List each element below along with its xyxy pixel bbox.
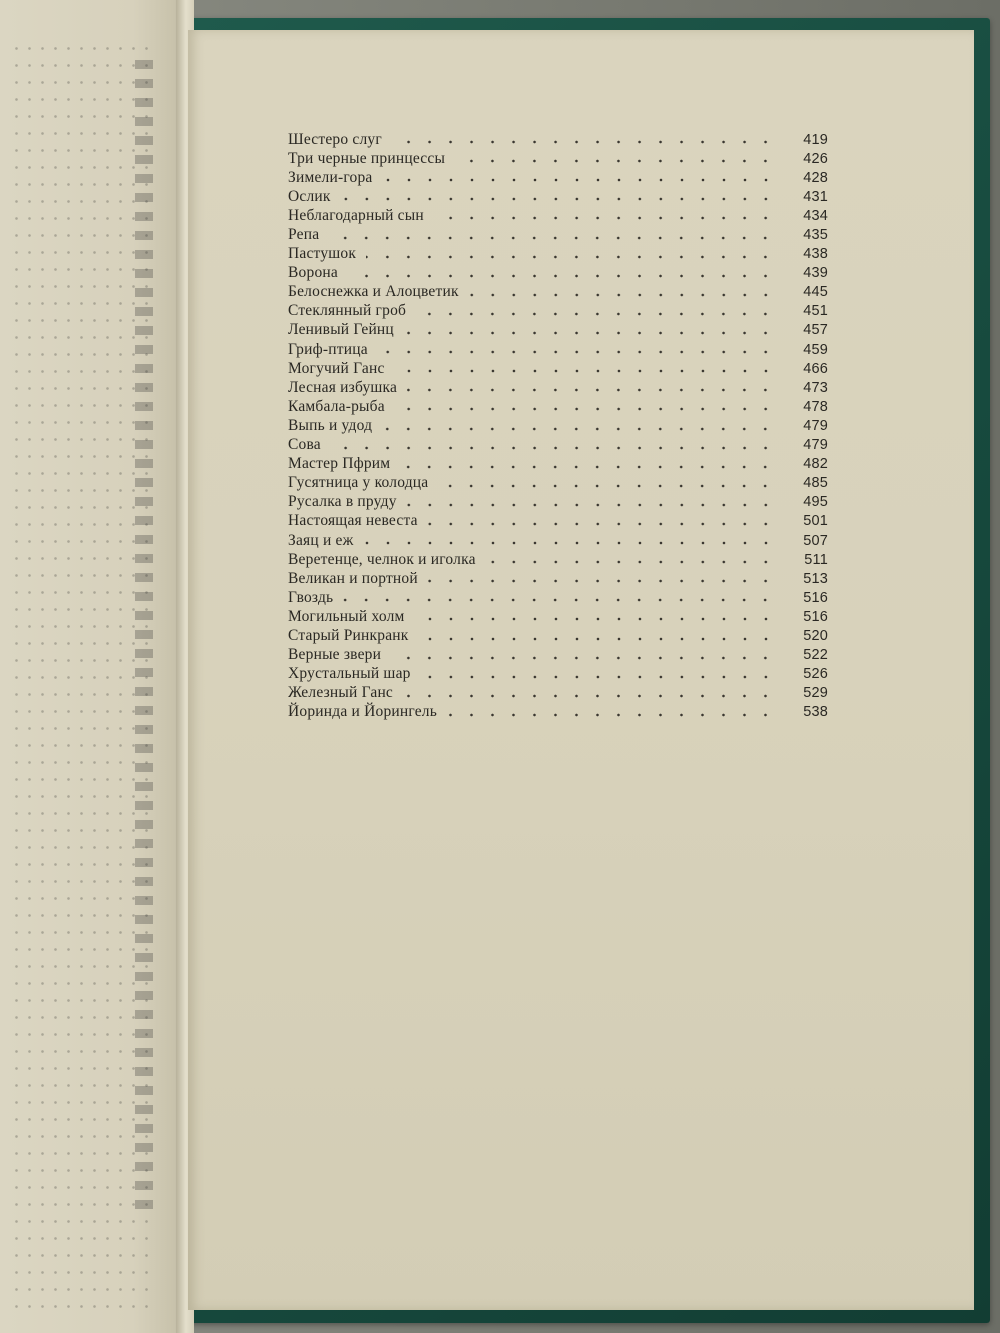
toc-dot-leader [421, 675, 776, 679]
toc-entry [288, 206, 828, 225]
toc-dot-leader [469, 293, 776, 297]
toc-entry [288, 264, 828, 283]
toc-entry-page-number: 428 [803, 169, 828, 186]
toc-entry-title: Гвоздь [288, 588, 334, 606]
toc-dot-leader [331, 446, 776, 450]
toc-entry-title: Сова [288, 436, 321, 454]
toc-dot-leader [400, 465, 776, 469]
toc-entry [288, 416, 828, 435]
toc-dot-leader [428, 579, 776, 583]
toc-entry-page-number: 507 [803, 532, 828, 549]
toc-dot-leader [407, 388, 776, 392]
toc-entry [288, 187, 828, 206]
toc-entry [288, 378, 828, 397]
toc-dot-leader [382, 427, 776, 431]
toc-entry-title: Настоящая невеста [288, 512, 418, 530]
toc-entry [288, 588, 828, 607]
toc-dot-leader [329, 236, 776, 240]
toc-entry [288, 340, 828, 359]
toc-entry-page-number: 439 [803, 265, 828, 282]
toc-entry-page-number: 495 [803, 494, 828, 511]
toc-entry-page-number: 459 [803, 341, 828, 358]
toc-entry-page-number: 419 [803, 131, 828, 148]
toc-entry [288, 149, 828, 168]
toc-entry-title: Неблагодарный сын [288, 206, 424, 224]
toc-entry-page-number: 445 [803, 284, 828, 301]
toc-dot-leader [403, 694, 776, 698]
toc-dot-leader [404, 331, 776, 335]
toc-entry [288, 474, 828, 493]
toc-entry-page-number: 485 [803, 475, 828, 492]
toc-entry-page-number: 479 [803, 437, 828, 454]
left-page-page-numbers [135, 60, 153, 1210]
toc-entry [288, 283, 828, 302]
toc-entry-title: Стеклянный гроб [288, 302, 407, 320]
toc-entry-title: Пастушок [288, 245, 357, 263]
toc-entry-page-number: 516 [803, 608, 828, 625]
toc-entry [288, 626, 828, 645]
toc-dot-leader [415, 617, 776, 621]
toc-dot-leader [383, 178, 777, 182]
toc-entry-title: Выпь и удод [288, 416, 373, 434]
toc-entry [288, 569, 828, 588]
toc-dot-leader [341, 197, 776, 201]
toc-entry-title: Ослик [288, 187, 331, 205]
toc-dot-leader [455, 159, 776, 163]
toc-dot-leader [447, 713, 776, 717]
toc-entry [288, 646, 828, 665]
toc-entry [288, 436, 828, 455]
toc-entry-page-number: 529 [803, 685, 828, 702]
toc-entry-page-number: 526 [803, 666, 828, 683]
toc-entry-title: Русалка в пруду [288, 493, 397, 511]
toc-entry-title: Ворона [288, 264, 338, 282]
toc-dot-leader [392, 140, 776, 144]
toc-dot-leader [395, 369, 776, 373]
toc-entry-page-number: 431 [803, 188, 828, 205]
toc-entry-title: Верные звери [288, 646, 382, 664]
toc-dot-leader [395, 407, 776, 411]
toc-entry [288, 703, 828, 722]
toc-entry-title: Гриф-птица [288, 340, 368, 358]
toc-entry-title: Ленивый Гейнц [288, 321, 394, 339]
toc-dot-leader [391, 656, 776, 660]
toc-entry-page-number: 435 [803, 227, 828, 244]
toc-entry [288, 359, 828, 378]
toc-entry [288, 512, 828, 531]
toc-entry-title: Репа [288, 226, 320, 244]
toc-entry-page-number: 478 [803, 398, 828, 415]
toc-entry-page-number: 479 [803, 417, 828, 434]
toc-entry-page-number: 522 [803, 647, 828, 664]
toc-dot-leader [364, 541, 776, 545]
toc-entry-page-number: 426 [803, 150, 828, 167]
toc-dot-leader [407, 503, 776, 507]
toc-entry [288, 245, 828, 264]
toc-entry [288, 550, 828, 569]
toc-dot-leader [343, 598, 776, 602]
toc-entry-page-number: 516 [803, 589, 828, 606]
toc-entry [288, 455, 828, 474]
toc-entry-page-number: 513 [803, 570, 828, 587]
toc-entry [288, 302, 828, 321]
toc-entry [288, 665, 828, 684]
toc-entry-page-number: 473 [803, 379, 828, 396]
toc-entry-title: Три черные принцессы [288, 149, 446, 167]
toc-entry-title: Железный Ганс [288, 684, 394, 702]
toc-entry-page-number: 520 [803, 627, 828, 644]
toc-entry-title: Веретенце, челнок и иголка [288, 550, 476, 568]
toc-entry-title: Могучий Ганс [288, 359, 385, 377]
toc-entry-title: Старый Ринкранк [288, 626, 409, 644]
toc-dot-leader [378, 350, 776, 354]
toc-entry [288, 130, 828, 149]
toc-entry [288, 321, 828, 340]
toc-entry-page-number: 482 [803, 456, 828, 473]
toc-entry [288, 607, 828, 626]
toc-entry-title: Шестеро слуг [288, 130, 382, 148]
toc-entry [288, 397, 828, 416]
toc-dot-leader [416, 312, 776, 316]
table-of-contents [288, 130, 828, 722]
toc-entry-title: Могильный холм [288, 607, 405, 625]
toc-entry [288, 684, 828, 703]
toc-entry [288, 168, 828, 187]
toc-entry-title: Заяц и еж [288, 531, 354, 549]
toc-entry [288, 531, 828, 550]
toc-entry [288, 493, 828, 512]
toc-dot-leader [348, 274, 776, 278]
toc-entry-title: Зимели-гора [288, 168, 373, 186]
toc-dot-leader [434, 216, 776, 220]
toc-dot-leader [419, 637, 776, 641]
toc-entry-title: Белоснежка и Алоцветик [288, 283, 459, 301]
toc-entry-page-number: 457 [803, 322, 828, 339]
toc-entry-title: Гусятница у колодца [288, 474, 429, 492]
toc-entry-title: Хрустальный шар [288, 665, 411, 683]
toc-dot-leader [428, 522, 776, 526]
toc-entry-page-number: 438 [803, 246, 828, 263]
toc-entry-title: Камбала-рыба [288, 397, 385, 415]
toc-entry-page-number: 538 [803, 704, 828, 721]
toc-entry-page-number: 466 [803, 360, 828, 377]
toc-entry-title: Мастер Пфрим [288, 455, 391, 473]
toc-dot-leader [486, 560, 776, 564]
toc-dot-leader [366, 255, 776, 259]
toc-entry-page-number: 451 [803, 303, 828, 320]
toc-dot-leader [438, 484, 776, 488]
left-page-dot-leaders [10, 40, 150, 1320]
toc-entry-title: Лесная избушка [288, 378, 398, 396]
left-page [0, 0, 190, 1333]
toc-entry [288, 225, 828, 244]
toc-entry-page-number: 501 [803, 513, 828, 530]
toc-entry-page-number: 434 [803, 207, 828, 224]
toc-entry-page-number: 511 [804, 551, 828, 568]
toc-entry-title: Великан и портной [288, 569, 418, 587]
toc-entry-title: Йоринда и Йорингель [288, 703, 438, 721]
